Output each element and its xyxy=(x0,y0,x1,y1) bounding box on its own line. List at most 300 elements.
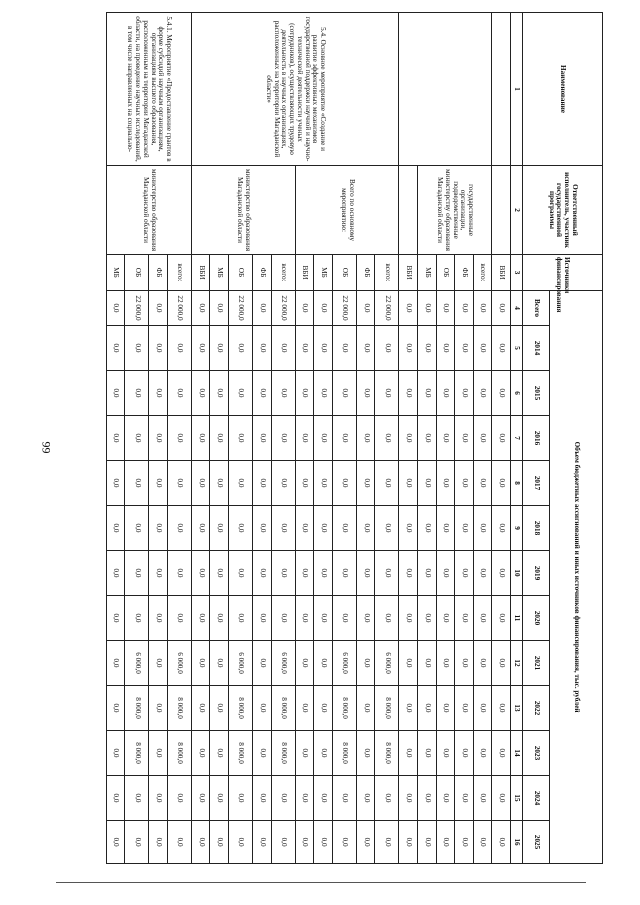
executor-cell: министерство образования Магаданской области xyxy=(191,166,295,255)
year-value: 0,0 xyxy=(229,326,253,371)
year-value: 0,0 xyxy=(253,371,272,416)
year-value: 0,0 xyxy=(375,371,399,416)
year-value: 0,0 xyxy=(253,326,272,371)
funding-table xyxy=(106,12,603,864)
year-value: 0,0 xyxy=(455,551,474,596)
year-value: 0,0 xyxy=(314,371,333,416)
year-value: 0,0 xyxy=(167,551,191,596)
year-value: 0,0 xyxy=(125,371,149,416)
total-value: 0,0 xyxy=(295,291,314,326)
year-value: 0,0 xyxy=(125,776,149,821)
year-value: 0,0 xyxy=(455,821,474,864)
source-cell: ФБ xyxy=(455,255,474,291)
year-value: 0,0 xyxy=(492,326,511,371)
header-source: Источники финансирования xyxy=(523,255,603,291)
year-value: 0,0 xyxy=(167,326,191,371)
year-value: 0,0 xyxy=(191,506,210,551)
year-value: 0,0 xyxy=(271,371,295,416)
measure-name-5-4: 5.4. Основное мероприятие «Создание и развитие эффективных механизмов государственной поддержки научной и научно-технической деятельности ученых (сотрудников), осуществляющих трудовую деятельность в научных организациях, расположенных на территории Магаданской области» xyxy=(191,13,399,166)
year-value: 6 000,0 xyxy=(332,641,356,686)
table-row xyxy=(492,13,511,864)
year-value: 0,0 xyxy=(332,371,356,416)
year-value: 0,0 xyxy=(492,461,511,506)
year-value: 0,0 xyxy=(399,686,418,731)
column-number: 9 xyxy=(511,506,523,551)
header-year: 2015 xyxy=(523,371,550,416)
total-value: 0,0 xyxy=(436,291,455,326)
year-value: 0,0 xyxy=(418,641,437,686)
year-value: 6 000,0 xyxy=(125,641,149,686)
year-value: 0,0 xyxy=(106,596,125,641)
year-value: 0,0 xyxy=(210,731,229,776)
year-value: 0,0 xyxy=(210,416,229,461)
year-value: 0,0 xyxy=(149,731,168,776)
year-value: 0,0 xyxy=(436,371,455,416)
year-value: 0,0 xyxy=(436,821,455,864)
executor-cell: государственные организации, подведомственные министерству образования Магаданской области xyxy=(418,166,492,255)
header-total: Всего xyxy=(523,291,550,326)
year-value: 0,0 xyxy=(455,731,474,776)
year-value: 0,0 xyxy=(399,641,418,686)
year-value: 0,0 xyxy=(271,551,295,596)
year-value: 0,0 xyxy=(149,776,168,821)
year-value: 0,0 xyxy=(314,416,333,461)
year-value: 8 000,0 xyxy=(167,731,191,776)
year-value: 0,0 xyxy=(356,821,375,864)
source-cell: ВБИ xyxy=(399,255,418,291)
year-value: 0,0 xyxy=(399,371,418,416)
source-cell: всего: xyxy=(473,255,492,291)
year-value: 0,0 xyxy=(191,731,210,776)
year-value: 0,0 xyxy=(399,821,418,864)
year-value: 8 000,0 xyxy=(167,686,191,731)
year-value: 0,0 xyxy=(167,461,191,506)
year-value: 0,0 xyxy=(295,731,314,776)
year-value: 0,0 xyxy=(473,686,492,731)
year-value: 0,0 xyxy=(125,506,149,551)
year-value: 0,0 xyxy=(455,461,474,506)
block-5-4-1-table-body xyxy=(106,13,191,864)
year-value: 0,0 xyxy=(314,461,333,506)
column-number: 10 xyxy=(511,551,523,596)
column-number: 4 xyxy=(511,291,523,326)
year-value: 0,0 xyxy=(418,461,437,506)
year-value: 0,0 xyxy=(314,821,333,864)
executor-cell: министерство образования Магаданской области xyxy=(106,166,191,255)
year-value: 0,0 xyxy=(375,551,399,596)
year-value: 0,0 xyxy=(375,821,399,864)
year-value: 0,0 xyxy=(436,731,455,776)
year-value: 0,0 xyxy=(375,416,399,461)
year-value: 0,0 xyxy=(492,821,511,864)
year-value: 0,0 xyxy=(295,776,314,821)
year-value: 0,0 xyxy=(455,416,474,461)
year-value: 0,0 xyxy=(229,551,253,596)
year-value: 0,0 xyxy=(455,776,474,821)
header-executor: Ответственный исполнитель, участник государственной программы xyxy=(523,166,603,255)
source-cell: МБ xyxy=(106,255,125,291)
total-value: 0,0 xyxy=(149,291,168,326)
year-value: 0,0 xyxy=(455,371,474,416)
year-value: 0,0 xyxy=(295,596,314,641)
source-cell: ФБ xyxy=(356,255,375,291)
year-value: 0,0 xyxy=(253,506,272,551)
year-value: 0,0 xyxy=(436,686,455,731)
year-value: 0,0 xyxy=(455,596,474,641)
year-value: 8 000,0 xyxy=(271,731,295,776)
year-value: 0,0 xyxy=(229,776,253,821)
year-value: 0,0 xyxy=(229,506,253,551)
source-cell: всего: xyxy=(375,255,399,291)
year-value: 0,0 xyxy=(191,326,210,371)
year-value: 0,0 xyxy=(229,821,253,864)
year-value: 0,0 xyxy=(125,416,149,461)
year-value: 0,0 xyxy=(167,596,191,641)
source-cell: МБ xyxy=(314,255,333,291)
source-cell: ОБ xyxy=(125,255,149,291)
header-year: 2025 xyxy=(523,821,550,864)
year-value: 8 000,0 xyxy=(229,686,253,731)
total-value: 0,0 xyxy=(492,291,511,326)
year-value: 0,0 xyxy=(149,596,168,641)
source-cell: ОБ xyxy=(332,255,356,291)
year-value: 6 000,0 xyxy=(229,641,253,686)
source-cell: МБ xyxy=(210,255,229,291)
year-value: 0,0 xyxy=(375,326,399,371)
year-value: 0,0 xyxy=(271,506,295,551)
year-value: 0,0 xyxy=(356,596,375,641)
year-value: 0,0 xyxy=(418,776,437,821)
header-year: 2016 xyxy=(523,416,550,461)
year-value: 0,0 xyxy=(473,371,492,416)
year-value: 0,0 xyxy=(191,596,210,641)
year-value: 0,0 xyxy=(210,461,229,506)
year-value: 0,0 xyxy=(436,596,455,641)
year-value: 0,0 xyxy=(106,551,125,596)
year-value: 8 000,0 xyxy=(125,686,149,731)
year-value: 0,0 xyxy=(399,596,418,641)
year-value: 0,0 xyxy=(314,551,333,596)
column-number-row xyxy=(511,13,523,864)
year-value: 0,0 xyxy=(191,371,210,416)
year-value: 0,0 xyxy=(455,506,474,551)
name-cell-empty xyxy=(399,13,492,166)
column-number: 1 xyxy=(511,13,523,166)
year-value: 0,0 xyxy=(375,776,399,821)
year-value: 0,0 xyxy=(332,416,356,461)
total-value: 22 000,0 xyxy=(167,291,191,326)
year-value: 8 000,0 xyxy=(229,731,253,776)
year-value: 0,0 xyxy=(473,596,492,641)
year-value: 0,0 xyxy=(167,776,191,821)
year-value: 0,0 xyxy=(125,326,149,371)
year-value: 0,0 xyxy=(399,506,418,551)
total-value: 0,0 xyxy=(399,291,418,326)
header-year: 2023 xyxy=(523,731,550,776)
year-value: 0,0 xyxy=(436,326,455,371)
year-value: 6 000,0 xyxy=(375,641,399,686)
year-value: 0,0 xyxy=(106,641,125,686)
column-number: 5 xyxy=(511,326,523,371)
year-value: 0,0 xyxy=(314,731,333,776)
table-row xyxy=(375,13,399,864)
year-value: 0,0 xyxy=(356,506,375,551)
column-number: 11 xyxy=(511,596,523,641)
year-value: 0,0 xyxy=(210,506,229,551)
year-value: 0,0 xyxy=(149,326,168,371)
year-value: 0,0 xyxy=(314,686,333,731)
year-value: 8 000,0 xyxy=(271,686,295,731)
total-value: 22 000,0 xyxy=(271,291,295,326)
year-value: 0,0 xyxy=(473,326,492,371)
year-value: 0,0 xyxy=(210,686,229,731)
year-value: 0,0 xyxy=(356,641,375,686)
year-value: 0,0 xyxy=(229,371,253,416)
year-value: 0,0 xyxy=(295,371,314,416)
year-value: 0,0 xyxy=(149,416,168,461)
total-value: 0,0 xyxy=(314,291,333,326)
measure-name-5-4-1: 5.4.1. Мероприятие «Предоставление грантов в форме субсидий научным организациям, организациям высшего образования, расположенным на территории Магаданской области, на проведение научных исследований, в том числе направленных на социально- xyxy=(106,13,191,166)
column-number: 7 xyxy=(511,416,523,461)
column-number: 14 xyxy=(511,731,523,776)
year-value: 0,0 xyxy=(106,416,125,461)
year-value: 8 000,0 xyxy=(332,731,356,776)
source-cell: ВБИ xyxy=(191,255,210,291)
year-value: 0,0 xyxy=(314,776,333,821)
header-year: 2017 xyxy=(523,461,550,506)
year-value: 0,0 xyxy=(125,461,149,506)
year-value: 0,0 xyxy=(295,416,314,461)
year-value: 6 000,0 xyxy=(271,641,295,686)
year-value: 0,0 xyxy=(473,551,492,596)
year-value: 0,0 xyxy=(295,506,314,551)
year-value: 0,0 xyxy=(473,461,492,506)
year-value: 0,0 xyxy=(332,506,356,551)
year-value: 0,0 xyxy=(253,731,272,776)
header-year: 2019 xyxy=(523,551,550,596)
source-cell: ФБ xyxy=(253,255,272,291)
year-value: 0,0 xyxy=(253,596,272,641)
year-value: 0,0 xyxy=(399,416,418,461)
year-value: 0,0 xyxy=(332,551,356,596)
year-value: 0,0 xyxy=(356,731,375,776)
year-value: 0,0 xyxy=(492,686,511,731)
year-value: 0,0 xyxy=(106,686,125,731)
year-value: 0,0 xyxy=(210,776,229,821)
year-value: 0,0 xyxy=(295,326,314,371)
year-value: 0,0 xyxy=(473,641,492,686)
year-value: 0,0 xyxy=(418,326,437,371)
year-value: 0,0 xyxy=(375,596,399,641)
year-value: 0,0 xyxy=(229,416,253,461)
year-value: 0,0 xyxy=(455,686,474,731)
year-value: 0,0 xyxy=(356,551,375,596)
total-value: 0,0 xyxy=(473,291,492,326)
year-value: 0,0 xyxy=(191,776,210,821)
table-row xyxy=(473,13,492,864)
year-value: 0,0 xyxy=(253,641,272,686)
total-value: 22 000,0 xyxy=(332,291,356,326)
year-value: 0,0 xyxy=(295,551,314,596)
year-value: 0,0 xyxy=(356,461,375,506)
year-value: 0,0 xyxy=(492,596,511,641)
source-cell: ОБ xyxy=(436,255,455,291)
year-value: 0,0 xyxy=(436,641,455,686)
year-value: 0,0 xyxy=(191,686,210,731)
year-value: 0,0 xyxy=(492,551,511,596)
year-value: 0,0 xyxy=(436,776,455,821)
year-value: 0,0 xyxy=(418,821,437,864)
year-value: 0,0 xyxy=(436,551,455,596)
header-year: 2021 xyxy=(523,641,550,686)
name-cell-empty xyxy=(492,13,511,166)
year-value: 0,0 xyxy=(106,506,125,551)
year-value: 0,0 xyxy=(418,506,437,551)
block-previous-table-body xyxy=(399,13,511,864)
year-value: 0,0 xyxy=(418,416,437,461)
year-value: 0,0 xyxy=(473,416,492,461)
page-number: 99 xyxy=(39,441,54,454)
total-value: 0,0 xyxy=(418,291,437,326)
year-value: 0,0 xyxy=(332,821,356,864)
year-value: 0,0 xyxy=(492,416,511,461)
year-value: 0,0 xyxy=(191,641,210,686)
column-number: 13 xyxy=(511,686,523,731)
year-value: 0,0 xyxy=(356,686,375,731)
column-number: 16 xyxy=(511,821,523,864)
year-value: 0,0 xyxy=(253,416,272,461)
source-cell: ВБИ xyxy=(492,255,511,291)
total-value: 22 000,0 xyxy=(229,291,253,326)
year-value: 0,0 xyxy=(473,776,492,821)
year-value: 0,0 xyxy=(473,506,492,551)
header-name: Наименование xyxy=(523,13,603,166)
year-value: 0,0 xyxy=(167,416,191,461)
executor-cell-empty xyxy=(399,166,418,255)
total-value: 0,0 xyxy=(455,291,474,326)
year-value: 0,0 xyxy=(167,506,191,551)
year-value: 0,0 xyxy=(375,461,399,506)
year-value: 0,0 xyxy=(106,821,125,864)
year-value: 0,0 xyxy=(191,461,210,506)
year-value: 0,0 xyxy=(418,551,437,596)
year-value: 0,0 xyxy=(436,461,455,506)
year-value: 0,0 xyxy=(253,776,272,821)
executor-cell-empty xyxy=(492,166,511,255)
year-value: 0,0 xyxy=(418,731,437,776)
year-value: 0,0 xyxy=(295,686,314,731)
year-value: 0,0 xyxy=(191,551,210,596)
source-cell: ОБ xyxy=(229,255,253,291)
source-cell: ФБ xyxy=(149,255,168,291)
year-value: 0,0 xyxy=(356,326,375,371)
year-value: 8 000,0 xyxy=(375,686,399,731)
year-value: 6 000,0 xyxy=(167,641,191,686)
header-year: 2020 xyxy=(523,596,550,641)
year-value: 0,0 xyxy=(399,461,418,506)
year-value: 0,0 xyxy=(149,506,168,551)
source-cell: всего: xyxy=(271,255,295,291)
column-number: 15 xyxy=(511,776,523,821)
year-value: 0,0 xyxy=(210,326,229,371)
year-value: 0,0 xyxy=(253,551,272,596)
year-value: 0,0 xyxy=(149,461,168,506)
year-value: 8 000,0 xyxy=(375,731,399,776)
year-value: 0,0 xyxy=(149,551,168,596)
year-value: 0,0 xyxy=(332,461,356,506)
year-value: 0,0 xyxy=(418,371,437,416)
executor-total: Всего по основному мероприятию: xyxy=(295,166,399,255)
header-year: 2014 xyxy=(523,326,550,371)
total-value: 0,0 xyxy=(210,291,229,326)
year-value: 0,0 xyxy=(106,776,125,821)
year-value: 0,0 xyxy=(314,641,333,686)
table-row xyxy=(167,13,191,864)
year-value: 0,0 xyxy=(125,596,149,641)
year-value: 0,0 xyxy=(253,461,272,506)
year-value: 0,0 xyxy=(295,821,314,864)
year-value: 0,0 xyxy=(418,596,437,641)
total-value: 22 000,0 xyxy=(125,291,149,326)
year-value: 0,0 xyxy=(106,326,125,371)
year-value: 0,0 xyxy=(210,821,229,864)
year-value: 0,0 xyxy=(253,821,272,864)
year-value: 0,0 xyxy=(106,461,125,506)
year-value: 8 000,0 xyxy=(332,686,356,731)
year-value: 0,0 xyxy=(375,506,399,551)
footer-rule xyxy=(56,882,586,883)
year-value: 0,0 xyxy=(271,776,295,821)
header-funding-title: Объем бюджетных ассигнований и иных источников финансирования, тыс. рублей xyxy=(550,291,603,864)
year-value: 0,0 xyxy=(106,371,125,416)
year-value: 0,0 xyxy=(492,776,511,821)
source-cell: МБ xyxy=(418,255,437,291)
year-value: 0,0 xyxy=(399,326,418,371)
year-value: 0,0 xyxy=(436,506,455,551)
year-value: 0,0 xyxy=(314,506,333,551)
year-value: 0,0 xyxy=(332,326,356,371)
header-year: 2022 xyxy=(523,686,550,731)
year-value: 0,0 xyxy=(492,371,511,416)
total-value: 0,0 xyxy=(106,291,125,326)
year-value: 0,0 xyxy=(455,641,474,686)
year-value: 0,0 xyxy=(210,551,229,596)
year-value: 0,0 xyxy=(253,686,272,731)
year-value: 0,0 xyxy=(125,821,149,864)
year-value: 0,0 xyxy=(149,641,168,686)
year-value: 0,0 xyxy=(271,821,295,864)
year-value: 0,0 xyxy=(436,416,455,461)
year-value: 8 000,0 xyxy=(125,731,149,776)
year-value: 0,0 xyxy=(167,821,191,864)
year-value: 0,0 xyxy=(455,326,474,371)
year-value: 0,0 xyxy=(473,731,492,776)
year-value: 0,0 xyxy=(399,731,418,776)
column-number: 8 xyxy=(511,461,523,506)
total-value: 0,0 xyxy=(253,291,272,326)
year-value: 0,0 xyxy=(271,416,295,461)
block-5-4-table-body xyxy=(191,13,399,864)
year-value: 0,0 xyxy=(399,551,418,596)
year-value: 0,0 xyxy=(314,326,333,371)
year-value: 0,0 xyxy=(149,686,168,731)
column-number: 12 xyxy=(511,641,523,686)
year-value: 0,0 xyxy=(149,371,168,416)
year-value: 0,0 xyxy=(418,686,437,731)
year-value: 0,0 xyxy=(314,596,333,641)
year-value: 0,0 xyxy=(356,416,375,461)
year-value: 0,0 xyxy=(210,596,229,641)
